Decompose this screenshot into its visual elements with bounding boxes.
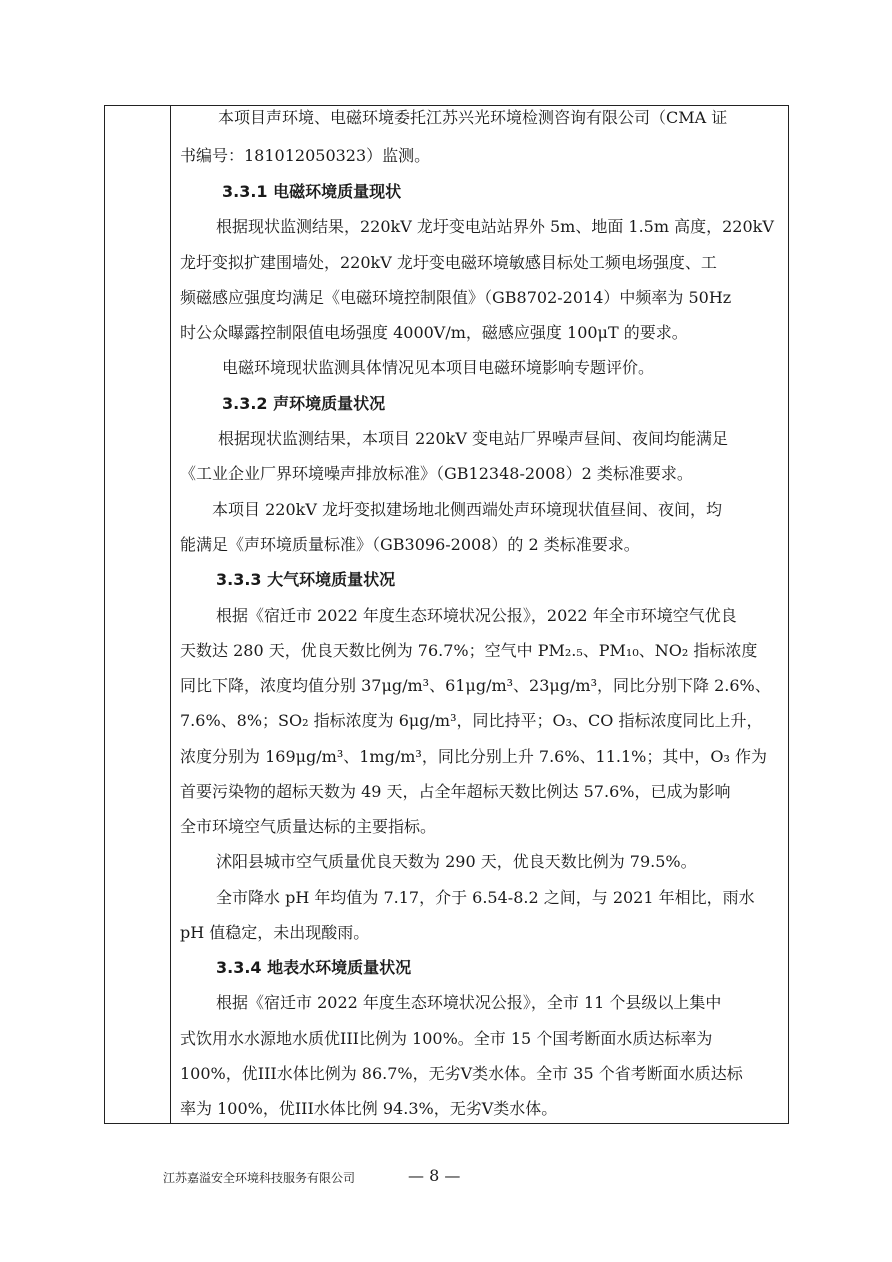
- paragraph-line: 同比下降，浓度均值分别 37μg/m³、61μg/m³、23μg/m³，同比分别下降 2.6%、: [180, 676, 771, 695]
- paragraph-line: 电磁环境现状监测具体情况见本项目电磁环境影响专题评价。: [222, 358, 655, 377]
- section-heading-3-3-1: 3.3.1 电磁环境质量现状: [222, 182, 402, 201]
- paragraph-line: 根据《宿迁市 2022 年度生态环境状况公报》，2022 年全市环境空气优良: [216, 606, 737, 625]
- paragraph-line: 沭阳县城市空气质量优良天数为 290 天，优良天数比例为 79.5%。: [216, 852, 697, 871]
- paragraph-line: 全市环境空气质量达标的主要指标。: [180, 817, 437, 836]
- paragraph-line: 根据现状监测结果，220kV 龙圩变电站站界外 5m、地面 1.5m 高度，220kV: [216, 217, 774, 236]
- content-table: [104, 105, 789, 1124]
- page-number: — 8 —: [408, 1166, 461, 1185]
- paragraph-line: 7.6%、8%；SO₂ 指标浓度为 6μg/m³，同比持平；O₃、CO 指标浓度同比上升，: [180, 711, 763, 730]
- paragraph-line: 天数达 280 天，优良天数比例为 76.7%；空气中 PM₂.₅、PM₁₀、NO₂ 指标浓度: [180, 641, 758, 660]
- paragraph-line: 率为 100%，优III水体比例 94.3%，无劣V类水体。: [180, 1099, 558, 1118]
- paragraph-line: pH 值稳定，未出现酸雨。: [180, 923, 370, 942]
- section-heading-3-3-3: 3.3.3 大气环境质量状况: [216, 570, 396, 589]
- paragraph-line: 本项目 220kV 龙圩变拟建场地北侧西端处声环境现状值昼间、夜间，均: [212, 500, 722, 519]
- paragraph-line: 时公众曝露控制限值电场强度 4000V/m，磁感应强度 100μT 的要求。: [180, 323, 688, 342]
- paragraph-line: 式饮用水水源地水质优III比例为 100%。全市 15 个国考断面水质达标率为: [180, 1029, 713, 1048]
- paragraph-line: 书编号：181012050323）监测。: [180, 146, 431, 165]
- paragraph-line: 能满足《声环境质量标准》（GB3096-2008）的 2 类标准要求。: [180, 535, 640, 554]
- section-heading-3-3-4: 3.3.4 地表水环境质量状况: [216, 958, 412, 977]
- paragraph-line: 根据现状监测结果，本项目 220kV 变电站厂界噪声昼间、夜间均能满足: [218, 429, 728, 448]
- footer-company-name: 江苏嘉溢安全环境科技服务有限公司: [163, 1171, 356, 1185]
- section-heading-3-3-2: 3.3.2 声环境质量状况: [222, 394, 386, 413]
- paragraph-line: 龙圩变拟扩建围墙处，220kV 龙圩变电磁环境敏感目标处工频电场强度、工: [180, 253, 717, 272]
- table-label-column: [105, 106, 171, 1123]
- paragraph-line: 频磁感应强度均满足《电磁环境控制限值》（GB8702-2014）中频率为 50Hz: [180, 288, 732, 307]
- paragraph-line: 浓度分别为 169μg/m³、1mg/m³，同比分别上升 7.6%、11.1%；其中，O₃ 作为: [180, 747, 767, 766]
- paragraph-line: 全市降水 pH 年均值为 7.17，介于 6.54-8.2 之间，与 2021 年相比，雨水: [216, 888, 755, 907]
- paragraph-line: 根据《宿迁市 2022 年度生态环境状况公报》，全市 11 个县级以上集中: [216, 993, 722, 1012]
- paragraph-line: 本项目声环境、电磁环境委托江苏兴光环境检测咨询有限公司（CMA 证: [218, 108, 728, 127]
- paragraph-line: 首要污染物的超标天数为 49 天，占全年超标天数比例达 57.6%，已成为影响: [180, 782, 731, 801]
- paragraph-line: 《工业企业厂界环境噪声排放标准》（GB12348-2008）2 类标准要求。: [180, 464, 693, 483]
- paragraph-line: 100%，优III水体比例为 86.7%，无劣V类水体。全市 35 个省考断面水质达标: [180, 1064, 743, 1083]
